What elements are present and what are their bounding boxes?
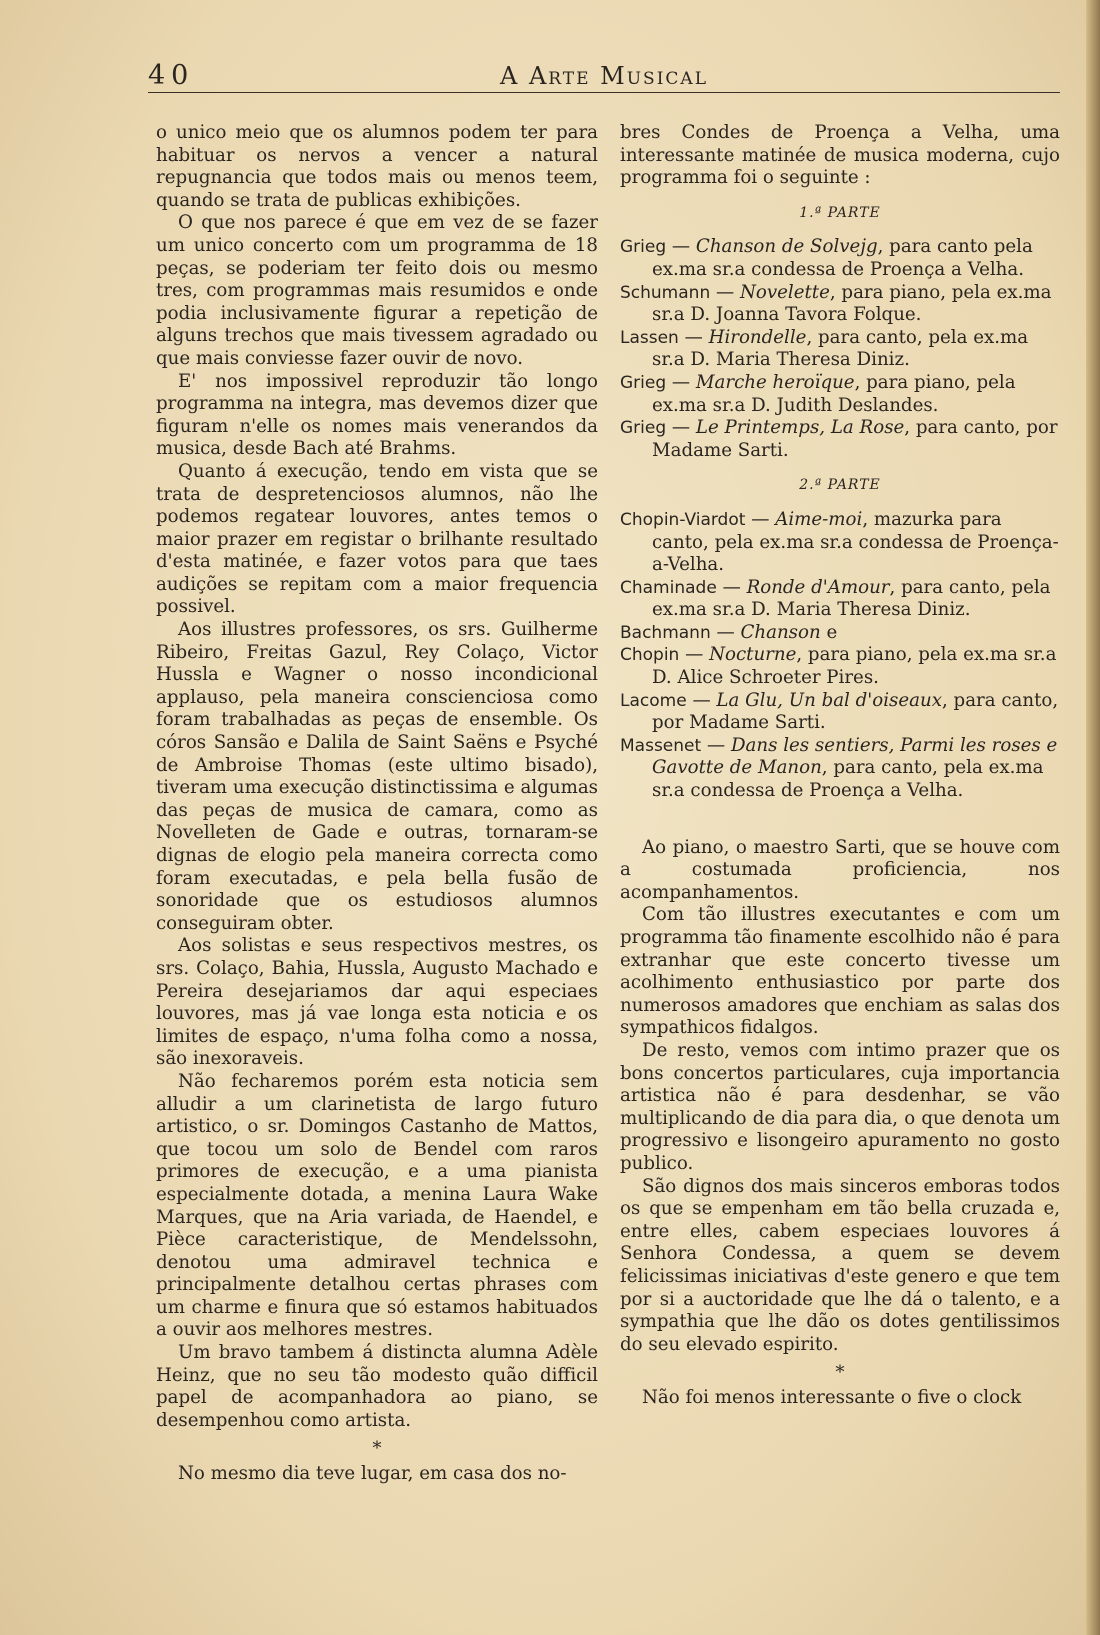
program-item: Grieg — Chanson de Solvejg, para canto pela ex.ma sr.a condessa de Proença a Velha.	[620, 236, 1033, 280]
paragraph: o unico meio que os alumnos podem ter para habituar os nervos a vencer a natural repugnancia que todos mais ou menos teem, quando se trata de publicas exhibições.	[156, 122, 598, 211]
paragraph: Com tão illustres executantes e com um programma tão finamente escolhido não é para extranhar que este concerto tivesse um acolhimento enthusiastico por parte dos numerosos amadores que enchiam as salas dos sympathicos fidalgos.	[620, 904, 1060, 1039]
program-work-title: La Glu, Un bal d'oiseaux	[716, 689, 942, 711]
program-work-title: Chanson	[740, 621, 821, 643]
program-part-heading: 1.ª PARTE	[799, 204, 881, 221]
section-separator: *	[372, 1438, 382, 1460]
program-performer-details: , para canto, por Madame Sarti.	[652, 689, 1059, 734]
program-composer: Grieg	[620, 418, 667, 439]
program-composer: Chaminade	[620, 577, 717, 598]
program-work-title: Novelette	[739, 281, 830, 303]
program-work-title: Nocturne	[709, 644, 797, 666]
program-item: Massenet — Dans les sentiers, Parmi les roses e Gavotte de Manon, para canto, pela ex.ma sr.a condessa de Proença a Velha.	[620, 734, 1058, 802]
program-composer: Bachmann	[620, 622, 711, 643]
program-composer: Grieg	[620, 237, 667, 258]
paragraph: O que nos parece é que em vez de se fazer um unico concerto com um programma de 18 peças, se poderiam ter feito dois ou mesmo tres, com programmas mais resumidos e onde podia inclusivamente figurar a repetição de alguns trechos que mais tivessem agradado ou que mais conviesse fazer ouvir de novo.	[156, 212, 598, 369]
page-spine-shadow	[1086, 0, 1100, 1635]
paragraph: Aos illustres professores, os srs. Guilherme Ribeiro, Freitas Gazul, Rey Colaço, Victor Hussla e Wagner o nosso incondicional applauso, pela maneira conscienciosa como foram trabalhadas as peças de ensemble. Os córos Sansão e Dalila de Saint Saëns e Psyché de Ambroise Thomas (este ultimo bisado), tiveram uma execução distinctissima e algumas das peças de musica de camara, como as Novelleten de Gade e outras, tornaram-se dignas de elogio pela maneira correcta como foram executadas, e pela bella fusão de sonoridade que os estudiosos alumnos conseguiram obter.	[156, 619, 598, 934]
program-work-title: Le Printemps, La Rose	[695, 417, 905, 439]
paragraph: Ao piano, o maestro Sarti, que se houve com a costumada proficiencia, nos acompanhamentos.	[620, 836, 1060, 903]
program-composer: Massenet	[620, 735, 702, 756]
program-item: Bachmann — Chanson e	[620, 621, 838, 643]
intro-paragraph: bres Condes de Proença a Velha, uma interessante matinée de musica moderna, cujo programma foi o seguinte :	[620, 122, 1060, 189]
paragraph: Um bravo tambem á distincta alumna Adèle Heinz, que no seu tão modesto quão difficil papel de acompanhadora ao piano, se desempenhou como artista.	[156, 1342, 598, 1431]
program-performer-details: , para canto, pela ex.ma sr.a D. Maria Theresa Diniz.	[652, 576, 1051, 621]
closing-line: Não foi menos interessante o five o clock	[642, 1386, 1022, 1408]
paragraph: São dignos dos mais sinceros emboras todos os que se empenham em tão bella cruzada e, entre elles, cabem especiaes louvores á Senhora Condessa, a quem se devem felicissimas iniciativas d'este genero e que tem por si a auctoridade que lhe dá o talento, e a sympathia que lhe dão os dotes gentilissimos do seu elevado espirito.	[620, 1175, 1060, 1355]
program-part-heading: 2.ª PARTE	[799, 477, 881, 494]
paragraph: De resto, vemos com intimo prazer que os bons concertos particulares, cuja importancia artistica não é para desdenhar, se vão multiplicando de dia para dia, o que denota um progressivo e lisongeiro apuramento no gosto publico.	[620, 1039, 1060, 1174]
program-part-1	[620, 236, 1060, 462]
program-part-2	[620, 509, 1060, 803]
program-item: Chaminade — Ronde d'Amour, para canto, pela ex.ma sr.a D. Maria Theresa Diniz.	[620, 576, 1051, 621]
closing-line: No mesmo dia teve lugar, em casa dos no-	[178, 1463, 567, 1485]
program-item: Chopin — Nocturne, para piano, pela ex.ma sr.a D. Alice Schroeter Pires.	[620, 644, 1057, 689]
paragraph: Quanto á execução, tendo em vista que se trata de despretenciosos alumnos, não lhe podemos regatear louvores, antes temos o maior prazer em registar o brilhante resultado d'esta matinée, e fazer votos para que taes audições se repitam com a maior frequencia possivel.	[156, 460, 598, 618]
program-work-title: Marche heroïque	[695, 371, 855, 393]
paragraph: Aos solistas e seus respectivos mestres, os srs. Colaço, Bahia, Hussla, Augusto Machado e Pereira desejariamos dar aqui especiaes louvores, mas já vae longa esta noticia e os limites de espaço, n'uma folha como a nossa, são inexoraveis.	[156, 935, 598, 1070]
program-performer-details: , para canto pela ex.ma sr.a condessa de Proença a Velha.	[652, 236, 1033, 280]
program-work-title: Aime-moi	[775, 508, 863, 530]
program-composer: Grieg	[620, 372, 667, 393]
program-performer-details: , para canto, por Madame Sarti.	[652, 417, 1058, 461]
left-column	[156, 122, 598, 1502]
program-item: Grieg — Marche heroïque, para piano, pela ex.ma sr.a D. Judith Deslandes.	[620, 371, 1016, 416]
program-composer: Chopin	[620, 645, 680, 666]
page-number: 40	[148, 60, 195, 91]
program-item: Grieg — Le Printemps, La Rose, para canto, por Madame Sarti.	[620, 417, 1058, 461]
program-item: Lassen — Hirondelle, para canto, pela ex.ma sr.a D. Maria Theresa Diniz.	[620, 326, 1029, 371]
program-performer-details: , para canto, pela ex.ma sr.a condessa de Proença a Velha.	[652, 757, 1044, 802]
program-composer: Lacome	[620, 690, 687, 711]
program-performer-details: , para piano, pela ex.ma sr.a D. Judith Deslandes.	[652, 371, 1016, 416]
program-work-title: Chanson de Solvejg	[695, 236, 878, 258]
running-header	[148, 56, 1060, 93]
program-performer-details: , para piano, pela ex.ma sr.a D. Alice Schroeter Pires.	[652, 644, 1057, 689]
program-item: Chopin-Viardot — Aime-moi, mazurka para canto, pela ex.ma sr.a condessa de Proença-a-Velha.	[620, 508, 1059, 576]
program-item: Lacome — La Glu, Un bal d'oiseaux, para canto, por Madame Sarti.	[620, 689, 1059, 734]
program-composer: Schumann	[620, 282, 711, 303]
program-performer-details: , para canto, pela ex.ma sr.a D. Maria Theresa Diniz.	[652, 326, 1029, 371]
program-work-title: Ronde d'Amour	[746, 576, 890, 598]
section-separator: *	[835, 1362, 845, 1384]
program-work-title: Dans les sentiers, Parmi les roses e Gavotte de Manon	[652, 734, 1058, 779]
program-performer-details: , para piano, pela ex.ma sr.a D. Joanna Tavora Folque.	[652, 281, 1052, 326]
program-performer-details: , mazurka para canto, pela ex.ma sr.a condessa de Proença-a-Velha.	[652, 508, 1059, 576]
program-performer-details: e	[820, 621, 838, 643]
program-composer: Chopin-Viardot	[620, 509, 746, 530]
program-composer: Lassen	[620, 327, 679, 348]
journal-title: A Arte Musical	[499, 62, 708, 90]
program-item: Schumann — Novelette, para piano, pela ex.ma sr.a D. Joanna Tavora Folque.	[620, 281, 1052, 326]
program-work-title: Hirondelle	[708, 326, 807, 348]
right-column	[620, 122, 1060, 1502]
paragraph: Não fecharemos porém esta noticia sem alludir a um clarinetista de largo futuro artistico, o sr. Domingos Castanho de Mattos, que tocou um solo de Bendel com raros primores de execução, e a uma pianista especialmente dotada, a menina Laura Wake Marques, que na Aria variada, de Haendel, e Pièce caracteristique, de Mendelssohn, denotou uma admiravel technica e principalmente detalhou certas phrases com um charme e finura que só estamos habituados a ouvir aos melhores mestres.	[156, 1070, 598, 1341]
paragraph: E' nos impossivel reproduzir tão longo programma na integra, mas devemos dizer que figuram n'elle os nomes mais venerandos da musica, desde Bach até Brahms.	[156, 370, 598, 460]
